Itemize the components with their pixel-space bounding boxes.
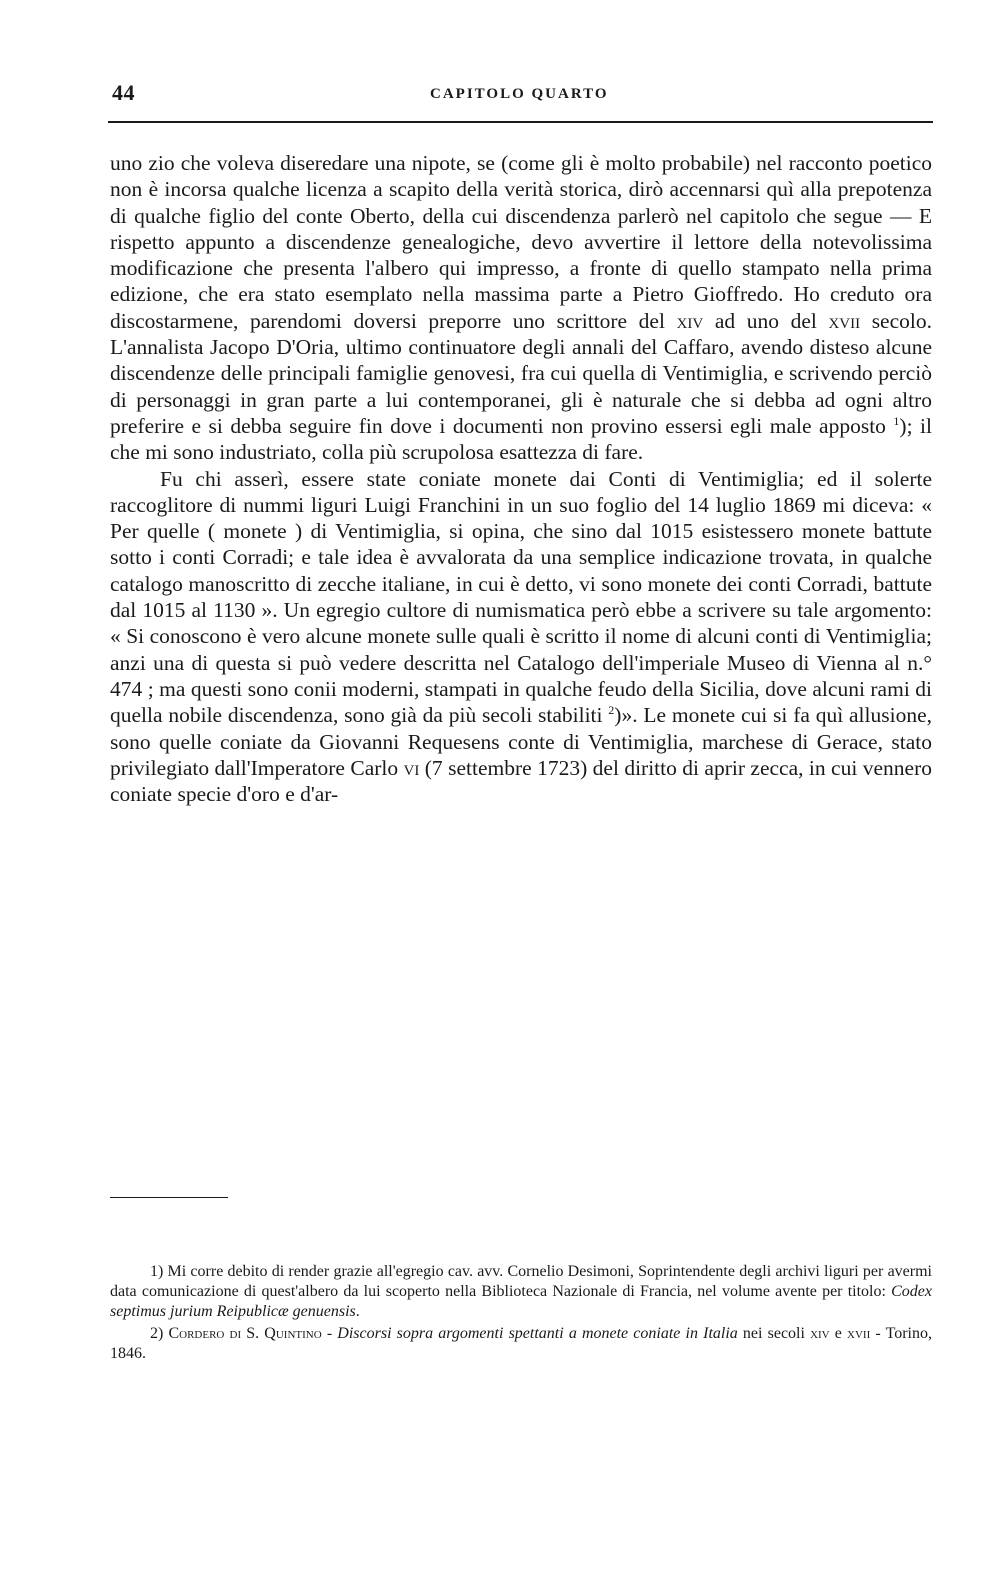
footnote-1 bbox=[110, 1262, 932, 1322]
footnote-text: . bbox=[355, 1303, 360, 1320]
footnote-2 bbox=[110, 1324, 932, 1364]
running-head: CAPITOLO QUARTO bbox=[430, 86, 609, 102]
footnote-title: Codex septimus jurium Reipublicæ genuensis bbox=[110, 1283, 932, 1320]
text-run: uno zio che voleva diseredare una nipote, se (come gli è molto probabile) nel racconto poetico non è incorsa qualche licenza a scapito della verità storica, dirò accennarsi quì alla prepotenza di qualche figlio del conte Oberto, della cui discendenza parlerò nel capitolo che segue — E rispetto appunto a discendenze genealogiche, devo avvertire il lettore della notevolissima modificazione che presenta l'albero qui impresso, a fronte di quello stampato nella prima edizione, che era stato esemplato nella massima parte a Pietro Gioffredo. Ho creduto ora discostarmene, parendomi doversi preporre uno scrittore del bbox=[110, 151, 932, 333]
footnotes bbox=[110, 1262, 932, 1364]
footnote-text: - bbox=[321, 1325, 338, 1342]
body-text bbox=[110, 150, 932, 807]
footnote-text: - Torino, 1846. bbox=[110, 1325, 932, 1362]
header-rule bbox=[108, 121, 933, 123]
text-run: )». Le monete cui si fa quì allusione, sono quelle coniate da Giovanni Requesens conte di Ventimiglia, marchese di Gerace, stato privilegiato dall'Imperatore Carlo bbox=[110, 703, 932, 780]
text-run: (7 settembre 1723) del diritto di aprir zecca, in cui vennero coniate specie d'oro e d'ar- bbox=[110, 755, 932, 807]
roman-numeral: vi bbox=[403, 755, 420, 780]
footnote-rule bbox=[110, 1197, 228, 1198]
text-run: secolo. L'annalista Jacopo D'Oria, ultimo continuatore degli annali del Caffaro, avendo disteso alcune discendenze delle principali famiglie genovesi, fra cui quella di Ventimiglia, e scrivendo perciò di personaggi in gran parte a lui contemporanei, gli è naturale che si debba ad ogni altro preferire e si debba seguire fin dove i documenti non provino essersi egli male apposto bbox=[110, 308, 932, 438]
text-run: ad uno del bbox=[703, 308, 829, 333]
century-numeral: xiv bbox=[676, 308, 704, 333]
paragraph-2 bbox=[110, 466, 932, 808]
footnote-text: e bbox=[829, 1325, 848, 1342]
footnote-author: Cordero di S. Quintino bbox=[168, 1325, 322, 1342]
paragraph-1 bbox=[110, 150, 932, 466]
page-number: 44 bbox=[112, 80, 135, 105]
footnote-text: 1) Mi corre debito di render grazie all'egregio cav. avv. Cornelio Desimoni, Soprintendente degli archivi liguri per avermi data comunicazione di quest'albero da lui scoperto nella Biblioteca Nazionale di Francia, nel volume avente per titolo: bbox=[110, 1263, 932, 1300]
century-numeral: xvii bbox=[847, 1325, 871, 1342]
footnote-ref-1: 1 bbox=[893, 413, 900, 428]
text-run: ); il che mi sono industriato, colla più scrupolosa esattezza di fare. bbox=[110, 413, 932, 465]
century-numeral: xiv bbox=[810, 1325, 830, 1342]
footnote-number: 2) bbox=[150, 1325, 169, 1342]
footnote-text: nei secoli bbox=[737, 1325, 811, 1342]
footnote-ref-2: 2 bbox=[608, 703, 615, 718]
text-run: Fu chi asserì, essere state coniate monete dai Conti di Ventimiglia; ed il solerte raccoglitore di nummi liguri Luigi Franchini in un suo foglio del 14 luglio 1869 mi diceva: « Per quelle ( monete ) di Ventimiglia, si opina, che sino dal 1015 esistessero monete battute sotto i conti Corradi; e tale idea è avvalorata da una semplice indicazione trovata, in qualche catalogo manoscritto di zecche italiane, in cui è detto, vi sono monete dei conti Corradi, battute dal 1015 al 1130 ». Un egregio cultore di numismatica però ebbe a scrivere su tale argomento: « Si conoscono è vero alcune monete sulle quali è scritto il nome di alcuni conti di Ventimiglia; anzi una di questa si può vedere descritta nel Catalogo dell'imperiale Museo di Vienna al n.° 474 ; ma questi sono conii moderni, stampati in qualche feudo della Sicilia, dove alcuni rami di quella nobile discendenza, sono già da più secoli stabiliti bbox=[110, 466, 932, 728]
century-numeral: xvii bbox=[828, 308, 861, 333]
footnote-title: Discorsi sopra argomenti spettanti a monete coniate in Italia bbox=[337, 1325, 738, 1342]
